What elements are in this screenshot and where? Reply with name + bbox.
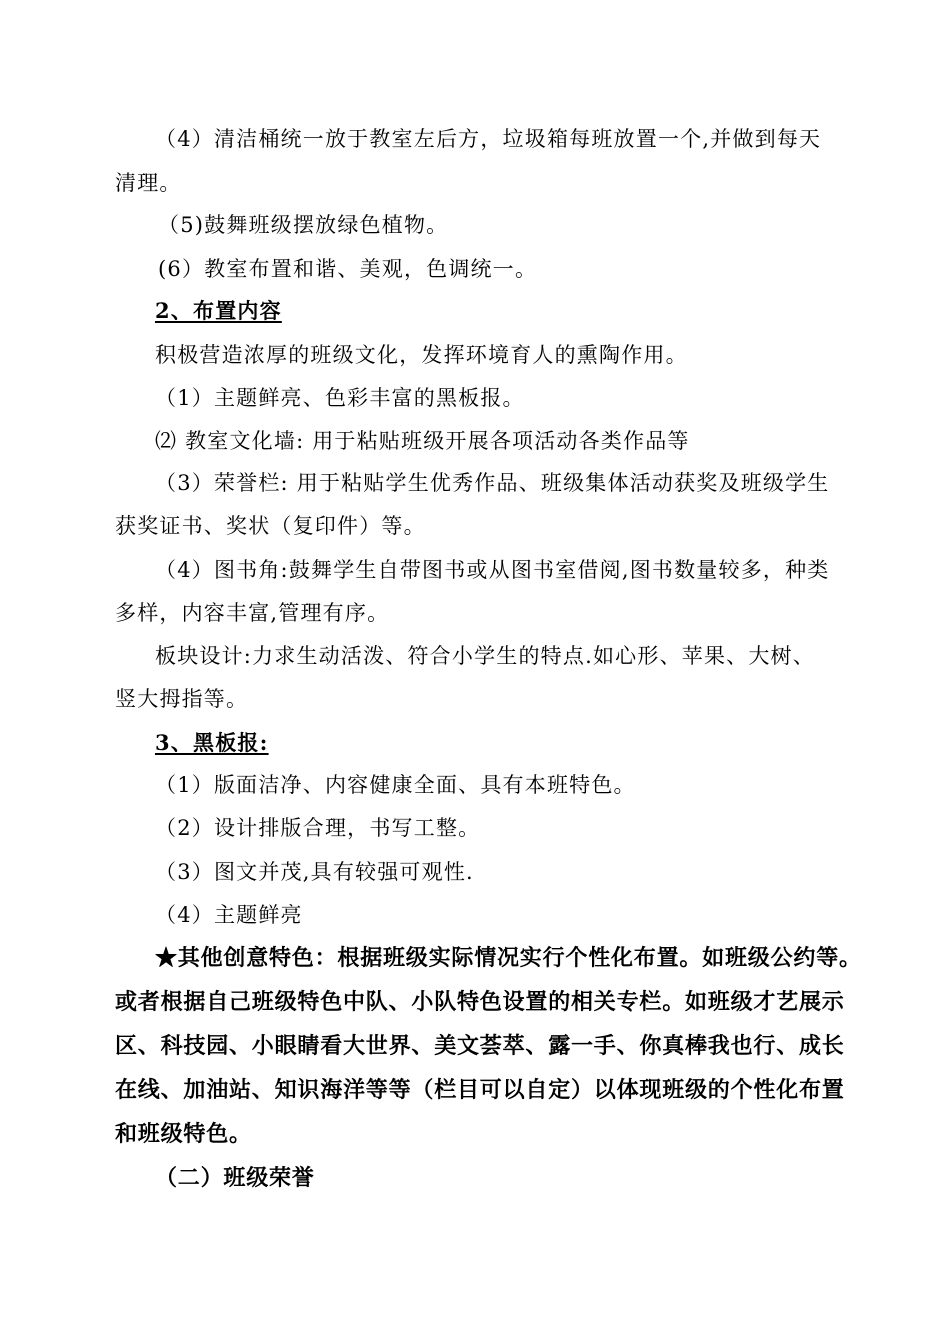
paragraph-layout-clean: （1）版面洁净、内容健康全面、具有本班特色。 — [155, 773, 636, 797]
paragraph-book-corner-line2: 多样，内容丰富,管理有序。 — [115, 601, 390, 625]
creative-features-line1: ★其他创意特色：根据班级实际情况实行个性化布置。如班级公约等。 — [155, 945, 862, 971]
creative-features-line3: 区、科技园、小眼睛看大世界、美文荟萃、露一手、你真棒我也行、成长 — [115, 1033, 845, 1059]
section-class-honor: （二）班级荣誉 — [155, 1165, 315, 1191]
creative-features-line2: 或者根据自己班级特色中队、小队特色设置的相关专栏。如班级才艺展示 — [115, 989, 845, 1015]
heading-blackboard: 3、黑板报: — [155, 730, 269, 755]
paragraph-book-corner-line1: （4）图书角:鼓舞学生自带图书或从图书室借阅,图书数量较多，种类 — [155, 558, 830, 582]
heading-layout-content: 2、布置内容 — [155, 298, 282, 323]
paragraph-plants: （5)鼓舞班级摆放绿色植物。 — [158, 213, 449, 237]
paragraph-design-reasonable: （2）设计排版合理，书写工整。 — [155, 816, 481, 840]
paragraph-culture-wall: ⑵ 教室文化墙: 用于粘贴班级开展各项活动各类作品等 — [155, 429, 690, 453]
paragraph-illustrated: （3）图文并茂,具有较强可观性. — [155, 860, 474, 884]
paragraph-cleaning-line1: （4）清洁桶统一放于教室左后方，垃圾箱每班放置一个,并做到每天 — [155, 127, 822, 151]
paragraph-theme-bright: （4）主题鲜亮 — [155, 903, 303, 927]
paragraph-harmony: (6）教室布置和谐、美观，色调统一。 — [158, 257, 538, 281]
creative-features-line4: 在线、加油站、知识海洋等等（栏目可以自定）以体现班级的个性化布置 — [115, 1077, 845, 1103]
paragraph-honor-board-line2: 获奖证书、奖状（复印件）等。 — [115, 514, 426, 538]
paragraph-blackboard-item: （1）主题鲜亮、色彩丰富的黑板报。 — [155, 386, 525, 410]
paragraph-honor-board-line1: （3）荣誉栏: 用于粘贴学生优秀作品、班级集体活动获奖及班级学生 — [155, 471, 830, 495]
creative-features-line5: 和班级特色。 — [115, 1121, 252, 1147]
paragraph-cleaning-line2: 清理。 — [115, 171, 182, 195]
paragraph-block-design-line1: 板块设计:力求生动活泼、符合小学生的特点.如心形、苹果、大树、 — [155, 644, 815, 668]
paragraph-block-design-line2: 竖大拇指等。 — [115, 687, 249, 711]
paragraph-intro: 积极营造浓厚的班级文化，发挥环境育人的熏陶作用。 — [155, 343, 688, 367]
